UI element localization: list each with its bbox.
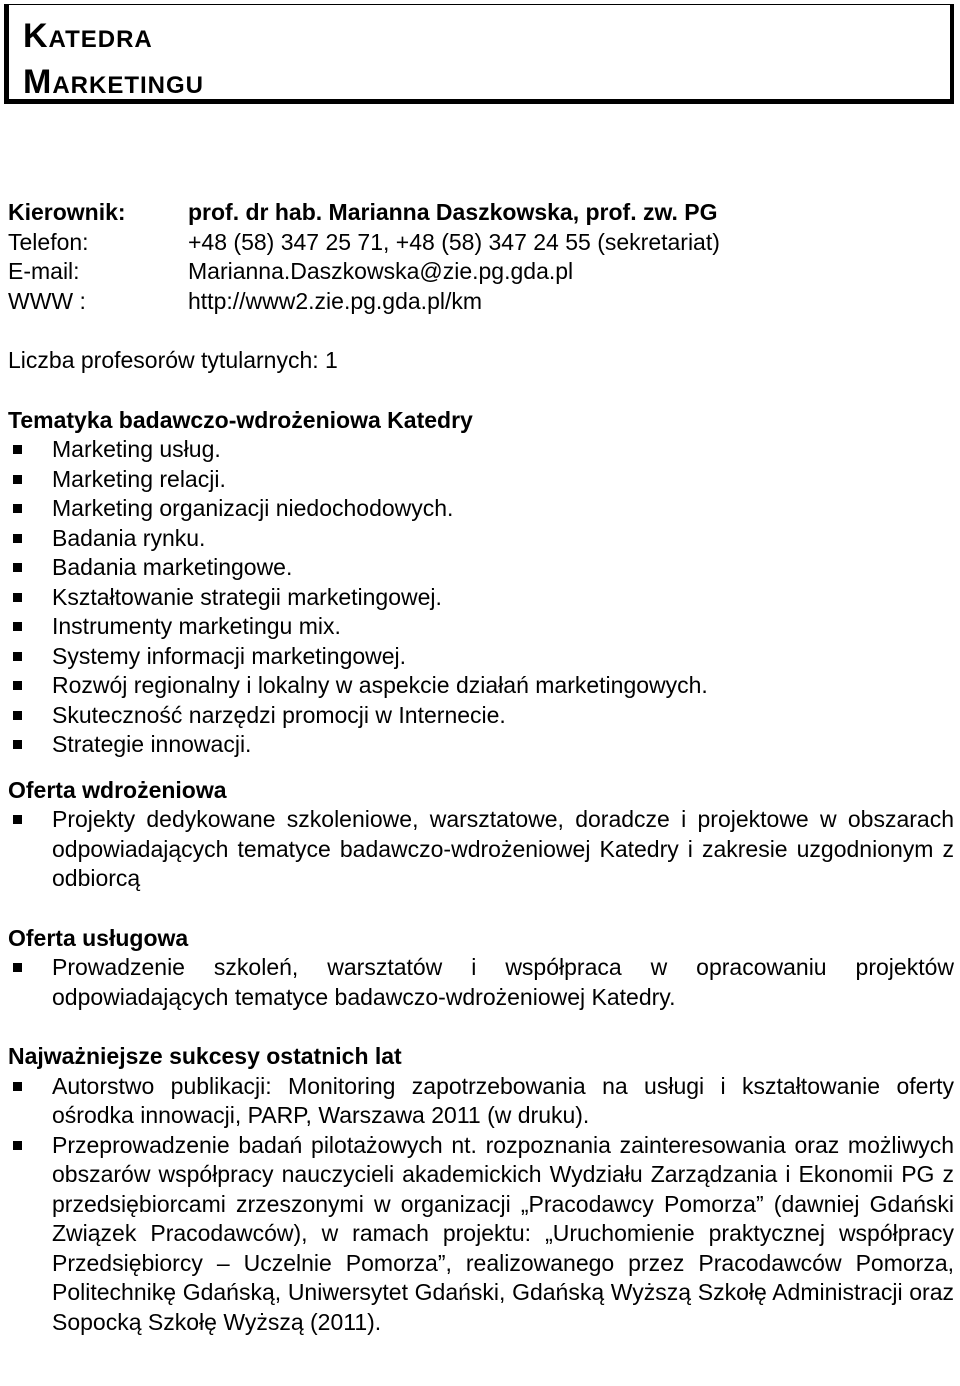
- list-item: [8, 1131, 954, 1338]
- list-item-text: Systemy informacji marketingowej.: [52, 642, 407, 669]
- info-label: Telefon:: [8, 228, 89, 255]
- square-bullet-icon: [13, 711, 22, 720]
- info-label: Kierownik:: [8, 199, 126, 225]
- list-item-text: Badania marketingowe.: [52, 554, 293, 580]
- list-item: [8, 805, 954, 894]
- list-item-text: Marketing organizacji niedochodowych.: [52, 495, 454, 521]
- spacer: [8, 760, 954, 776]
- square-bullet-icon: [13, 740, 22, 749]
- square-bullet-icon: [13, 563, 22, 572]
- list-item: [8, 524, 954, 554]
- successes-list: [8, 1072, 954, 1338]
- list-item-text: Instrumenty marketingu mix.: [52, 613, 341, 639]
- list-item: [8, 494, 954, 524]
- list-item: [8, 701, 954, 731]
- list-item-text: Skuteczność narzędzi promocji w Internecie.: [52, 701, 506, 728]
- list-item: [8, 435, 954, 465]
- list-item-text: Kształtowanie strategii marketingowej.: [52, 583, 442, 610]
- square-bullet-icon: [13, 1141, 22, 1150]
- info-label: E-mail:: [8, 258, 80, 284]
- info-value: prof. dr hab. Marianna Daszkowska, prof. zw. PG: [188, 199, 718, 225]
- info-row-www: [8, 287, 954, 317]
- info-row-email: [8, 257, 954, 287]
- list-item-text: Rozwój regionalny i lokalny w aspekcie działań marketingowych.: [52, 672, 708, 698]
- square-bullet-icon: [13, 652, 22, 661]
- square-bullet-icon: [13, 1082, 22, 1091]
- professors-count: Liczba profesorów tytularnych: 1: [8, 347, 338, 373]
- services-heading: Oferta usługowa: [8, 924, 189, 951]
- implementation-list: [8, 805, 954, 894]
- square-bullet-icon: [13, 681, 22, 690]
- title-box: [4, 4, 954, 104]
- square-bullet-icon: [13, 504, 22, 513]
- spacer: [8, 1012, 954, 1042]
- research-heading: Tematyka badawczo-wdrożeniowa Katedry: [8, 406, 473, 433]
- square-bullet-icon: [13, 815, 22, 824]
- list-item-text: Badania rynku.: [52, 524, 206, 551]
- page-title-line-1: Katedra: [23, 17, 153, 55]
- list-item: [8, 642, 954, 672]
- list-item: [8, 465, 954, 495]
- list-item-text: Przeprowadzenie badań pilotażowych nt. rozpoznania zainteresowania oraz możliwych obszarów współpracy nauczycieli akademickich Wydziału Zarządzania i Ekonomii PG z przedsiębiorcami zrzeszonymi w organizacji „Pracodawcy Pomorza” (dawniej Gdański Związek Pracodawców), w ramach projektu: „Uruchomienie praktycznej współpracy Przedsiębiorcy – Uczelnie Pomorza”, realizowanego przez Pracodawców Pomorza, Politechnikę Gdańską, Uniwersytet Gdański, Gdańską Wyższą Szkołę Administracji oraz Sopocką Szkołę Wyższą (2011).: [52, 1131, 954, 1335]
- list-item: [8, 612, 954, 642]
- list-item: [8, 553, 954, 583]
- square-bullet-icon: [13, 622, 22, 631]
- square-bullet-icon: [13, 963, 22, 972]
- implementation-heading: Oferta wdrożeniowa: [8, 776, 227, 803]
- info-label: WWW :: [8, 287, 86, 314]
- document-body: [8, 198, 954, 1337]
- square-bullet-icon: [13, 593, 22, 602]
- square-bullet-icon: [13, 475, 22, 484]
- list-item: [8, 583, 954, 613]
- list-item: [8, 1072, 954, 1131]
- services-list: [8, 953, 954, 1012]
- contact-info: [8, 198, 954, 316]
- square-bullet-icon: [13, 534, 22, 543]
- list-item: [8, 671, 954, 701]
- list-item: [8, 953, 954, 1012]
- info-row-phone: [8, 228, 954, 258]
- list-item-text: Marketing usług.: [52, 436, 221, 462]
- email-link[interactable]: Marianna.Daszkowska@zie.pg.gda.pl: [188, 258, 574, 284]
- research-list: [8, 435, 954, 760]
- list-item-text: Marketing relacji.: [52, 465, 226, 492]
- spacer: [8, 376, 954, 406]
- square-bullet-icon: [13, 445, 22, 454]
- info-row-head: [8, 198, 954, 228]
- list-item-text: Autorstwo publikacji: Monitoring zapotrzebowania na usługi i kształtowanie oferty ośrodka innowacji, PARP, Warszawa 2011 (w druku).: [52, 1072, 954, 1128]
- spacer: [8, 316, 954, 346]
- info-value: +48 (58) 347 25 71, +48 (58) 347 24 55 (sekretariat): [188, 228, 720, 255]
- spacer: [8, 894, 954, 924]
- website-link[interactable]: http://www2.zie.pg.gda.pl/km: [188, 287, 483, 314]
- list-item-text: Projekty dedykowane szkoleniowe, warsztatowe, doradcze i projektowe w obszarach odpowiadających tematyce badawczo-wdrożeniowej Katedry i zakresie uzgodnionym z odbiorcą: [52, 806, 954, 891]
- successes-heading: Najważniejsze sukcesy ostatnich lat: [8, 1043, 402, 1069]
- list-item-text: Prowadzenie szkoleń, warsztatów i współpraca w opracowaniu projektów odpowiadających tematyce badawczo-wdrożeniowej Katedry.: [52, 954, 954, 1010]
- list-item-text: Strategie innowacji.: [52, 731, 252, 757]
- list-item: [8, 730, 954, 760]
- page-title-line-2: Marketingu: [23, 63, 204, 101]
